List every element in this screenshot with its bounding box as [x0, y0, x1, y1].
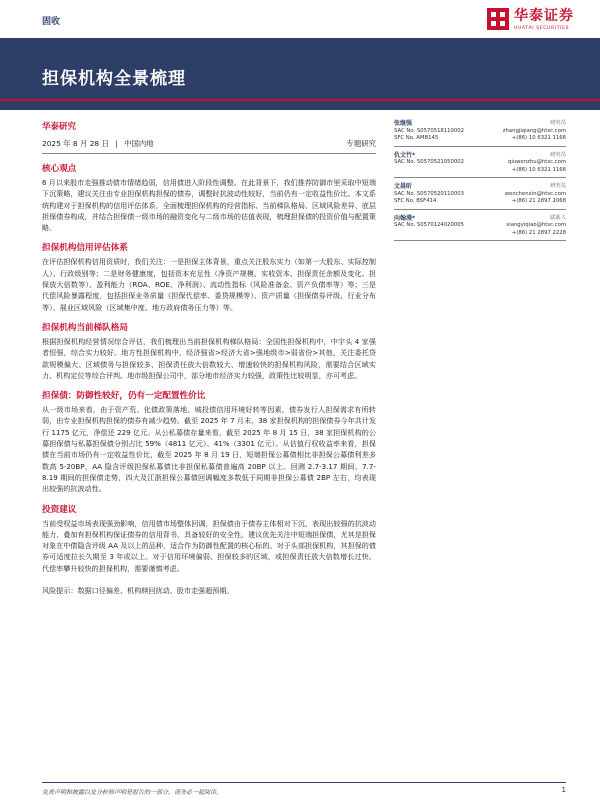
logo-chinese-name: 华泰证券 [514, 8, 574, 24]
research-label: 华泰研究 [42, 122, 77, 132]
analyst-sac: SAC No. S0570518110002 [394, 127, 465, 134]
main-content [42, 120, 376, 596]
section-heading: 投资建议 [42, 504, 77, 515]
page-number: 1 [561, 786, 566, 794]
analyst-card [394, 118, 566, 147]
analyst-sac: SAC No. S0570520110003 [394, 190, 465, 197]
analyst-phone: +(86) 21 2897 2068 [511, 198, 566, 204]
analyst-email[interactable]: wenchenxin@htsc.com [504, 190, 566, 197]
report-category-tag: 固收 [42, 17, 61, 27]
analyst-role: 研究员 [550, 183, 566, 189]
section-body: 根据担保机构经营情况综合评估，我们梳理出当前担保机构梯队格局：全国性担保机构中，中宇头 4 家强者恒强，综合实力较好。地方性担保机构中，经济强省>经济大省>强地级市>弱省份>其他，关注委托贷款规模偏大、区域债务与担保较多、担保责任放大倍数较大、增速较快的担保机构风险，需要结合区域实力、机构定位等综合评判。地市级担保公司中，部分地市经济实力较强，政策性比较明显，亦可考虑。 [42, 336, 376, 380]
analyst-phone: +(86) 10 6321 1166 [511, 166, 566, 173]
analyst-role: 联系人 [550, 214, 566, 221]
report-region: 中国内地 [124, 139, 154, 148]
analyst-role: 研究员 [550, 151, 566, 158]
risk-warning: 风险提示：数据口径偏差、机构赎回扰动、股市走强超预期。 [42, 586, 234, 596]
section-heading: 担保机构当前梯队格局 [42, 322, 128, 333]
section-heading: 担保机构信用评估体系 [42, 243, 128, 254]
analyst-sfc: SFC No. AMB145 [394, 135, 439, 141]
analyst-phone: +(86) 10 6321 1166 [511, 135, 566, 141]
section-heading: 核心观点 [42, 164, 77, 174]
report-title: 担保机构全景梳理 [42, 69, 186, 89]
analyst-email[interactable]: xiangyiqiao@htsc.com [506, 222, 566, 228]
section-body: 从一级市场来看，由于资产荒、化债政策落地、城投债信用环境好转等因素，债券发行人担保需求有所转弱，由专业担保机构担保的债券有减少趋势。截至 2025 年 7 月末，38 家担保机构的担保债券今年共计发行 1175 亿元，净偿还 229 亿元。从公私募债存量来看，截至 2025 年 8 月 15 日，38 家担保机构的公募担保债与私募担保债分别占比 59%（4811 亿元）、41%（3301 亿元）。从估值行权收益率来看，担保债在当前市场仍有一定收益性价比，截至 2025 年 8 月 19 日，短端担保公募债相比非担保公募债利差多数高 5-20BP，AA 隐含评级担保私募债比非担保私募债普遍高 20BP 以上。回测 2.7-3.17 期间、7.7-8.19 期间的担保债走势，四大及江浙担保公募债回调幅度多数低于同期非担保公募债 2BP 左右，均表现出较强的抗波动性。 [42, 405, 376, 494]
analyst-name: 张继强 [394, 120, 413, 127]
meta-divider: | [115, 139, 118, 148]
analyst-card [394, 150, 566, 179]
analyst-name: 仇文竹* [394, 151, 416, 159]
section-guaranteed-bonds [42, 389, 376, 494]
section-credit-framework [42, 241, 376, 312]
analyst-phone: +(86) 21 2897 2228 [511, 229, 566, 236]
analyst-name: 向翰漫* [394, 214, 416, 222]
top-bar [0, 0, 600, 38]
analyst-card [394, 213, 566, 242]
footer-divider [42, 782, 566, 783]
section-body: 当前受权益市场表现强劲影响，信用债市场整体回调，担保债由于债券主体相对下沉，表现出较强的抗波动能力，叠加有担保机构保证债券的信用背书，具备较好的安全性。建议优先关注中短端担保债，尤其是担保对象在中债隐含评级 AA 及以上的品种，适合作为防御性配置的核心标的。对于头部担保机构，其担保的债券可适度拉长久期至 3 年或以上。对于信用环境偏弱、担保较多的区域，或担保责任放大倍数增长过快、代偿率攀升较快的担保机构，需要谨慎考虑。 [42, 518, 376, 573]
huatai-logo-icon [487, 8, 509, 30]
analyst-name: 文晨昕 [394, 183, 413, 190]
analyst-sfc: SFC No. BSF414 [394, 198, 437, 204]
footer-disclaimer: 免责声明和披露以及分析师声明是报告的一部分，请务必一起阅读。 [42, 789, 223, 796]
section-investment-advice [42, 503, 376, 574]
section-body: 在评估担保机构信用资质时，我们关注：一是担保主体背景，重点关注股东实力（如第一大股东、实际控制人）、行政级别等；二是财务健康度，包括资本充足性（净资产规模、实收资本、担保责任余额及变化、担保放大倍数等）、盈利能力（ROA、ROE、净利润）、流动性指标（风险准备金、资产负债率等）等；三是代偿风险暴露程度，包括担保业务质量（担保代偿率、委贷规模等）、资产质量（担保债券评级、行业分布等）、展业区域风险（区域集中度、地方政府债务压力等）等。 [42, 257, 376, 312]
report-date: 2025 年 8 月 28 日 [42, 139, 109, 148]
analyst-card [394, 181, 566, 210]
logo-english-name: HUATAI SECURITIES [514, 26, 570, 31]
report-type: 专题研究 [346, 139, 376, 148]
section-body: 6 月以来股市走强推动债市情绪趋弱，信用债进入阶段性调整。在此背景下，我们推荐防御市里采取中短端下沉策略，建议关注由专业担保机构担保的债券，调整时抗波动性较好，当前仍有一定收益性价比。本文系统构建对于担保机构的信用评估体系，全面梳理担保机构的经营指标、当前梯队格局、区域风险差异、底层担保债券构成，并结合担保债一级市场的融资变化与二级市场的估值表现，梳理担保债的投资价值与配置策略。 [42, 178, 376, 233]
section-core-view [42, 162, 376, 233]
analyst-sac: SAC No. S0570124020005 [394, 222, 465, 228]
company-logo [487, 8, 574, 31]
banner-accent-line [0, 99, 600, 101]
analyst-panel [394, 118, 566, 244]
analyst-email[interactable]: qiuwenzhu@htsc.com [507, 159, 566, 165]
analyst-role: 研究员 [550, 120, 566, 126]
section-heading: 担保债：防御性较好，仍有一定配置性价比 [42, 391, 206, 402]
analyst-sac: SAC No. S0570521050002 [394, 159, 465, 165]
report-meta-row [42, 138, 376, 154]
analyst-email[interactable]: zhangjiqiang@htsc.com [502, 127, 566, 134]
section-tier-structure [42, 321, 376, 381]
